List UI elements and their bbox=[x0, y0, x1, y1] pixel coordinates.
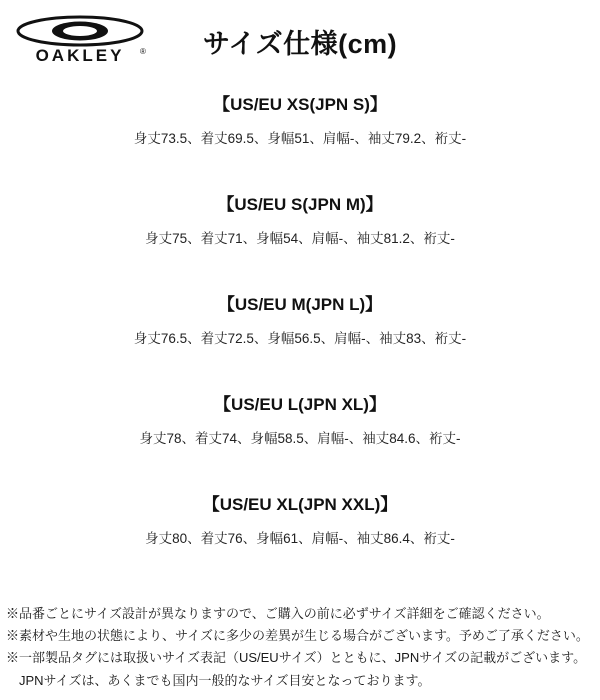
size-list bbox=[0, 88, 600, 588]
svg-text:OAKLEY: OAKLEY bbox=[35, 46, 125, 65]
size-measurements: 身丈78、着丈74、身幅58.5、肩幅-、袖丈84.6、裄丈- bbox=[139, 431, 461, 447]
note-line: ※一部製品タグには取扱いサイズ表記（US/EUサイズ）とともに、JPNサイズの記載がございます。 bbox=[6, 650, 587, 666]
size-block-xl bbox=[0, 488, 600, 588]
size-measurements: 身丈73.5、着丈69.5、身幅51、肩幅-、袖丈79.2、裄丈- bbox=[133, 131, 467, 147]
size-block-xs bbox=[0, 88, 600, 188]
size-block-m bbox=[0, 288, 600, 388]
note-line: ※品番ごとにサイズ設計が異なりますので、ご購入の前に必ずサイズ詳細をご確認ください。 bbox=[6, 605, 550, 621]
note-line: JPNサイズは、あくまでも国内一般的なサイズ目安となっております。 bbox=[6, 672, 431, 688]
size-label: 【US/EU L(JPN XL)】 bbox=[214, 395, 386, 414]
size-measurements: 身丈75、着丈71、身幅54、肩幅-、袖丈81.2、裄丈- bbox=[145, 231, 455, 247]
svg-text:®: ® bbox=[140, 47, 146, 56]
size-label: 【US/EU XL(JPN XXL)】 bbox=[202, 495, 398, 514]
page-header bbox=[0, 0, 600, 78]
size-measurements: 身丈76.5、着丈72.5、身幅56.5、肩幅-、袖丈83、裄丈- bbox=[133, 331, 467, 347]
size-label: 【US/EU S(JPN M)】 bbox=[217, 195, 383, 214]
page-title: サイズ仕様(cm) bbox=[202, 29, 398, 59]
size-label: 【US/EU XS(JPN S)】 bbox=[213, 95, 387, 114]
size-measurements: 身丈80、着丈76、身幅61、肩幅-、袖丈86.4、裄丈- bbox=[145, 531, 455, 547]
size-label: 【US/EU M(JPN L)】 bbox=[217, 295, 383, 314]
notes-section bbox=[6, 603, 594, 692]
size-block-l bbox=[0, 388, 600, 488]
note-line: ※素材や生地の状態により、サイズに多少の差異が生じる場合がございます。予めご了承ください。 bbox=[6, 627, 589, 643]
size-block-s bbox=[0, 188, 600, 288]
